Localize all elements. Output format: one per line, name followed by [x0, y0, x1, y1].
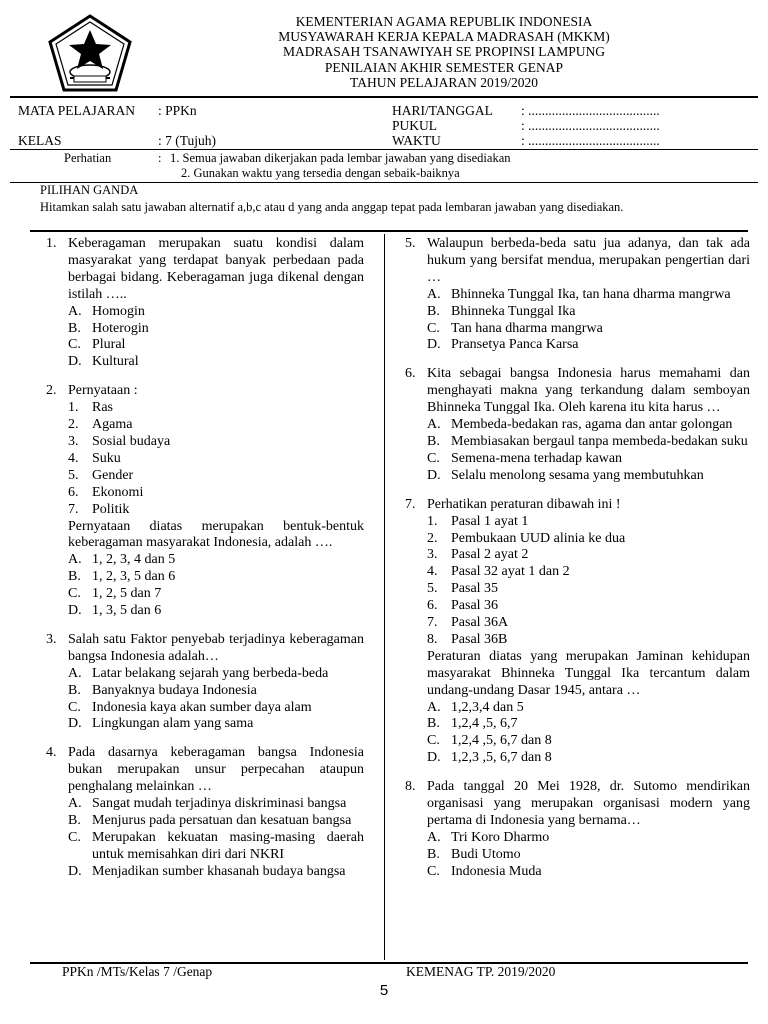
option-letter: D. — [427, 750, 441, 766]
option-letter: D. — [68, 354, 82, 370]
option-letter: B. — [68, 682, 81, 698]
right-column — [405, 236, 750, 881]
answer-option — [68, 666, 364, 683]
statement-item — [427, 615, 750, 632]
option-letter: D. — [68, 716, 82, 732]
option-text: Membeda-bedakan ras, agama dan antar golongan — [451, 417, 733, 433]
statement-number: 7. — [427, 615, 438, 631]
section-title: PILIHAN GANDA — [40, 183, 139, 197]
waktu-value: : ....................................... — [521, 133, 660, 148]
statement-item — [427, 564, 750, 581]
option-letter: A. — [427, 699, 441, 715]
question-text: Pada dasarnya keberagaman bangsa Indonesia bukan merupakan unsur perpecahan ataupun penghalang melainkan … — [68, 745, 364, 795]
column-divider — [384, 234, 385, 960]
question-number: 3. — [46, 631, 57, 647]
answer-option — [68, 354, 364, 371]
statement-number: 3. — [68, 433, 79, 449]
statement-item — [68, 400, 364, 417]
hari-label: HARI/TANGGAL — [392, 103, 493, 118]
option-text: 1, 2, 5 dan 7 — [92, 586, 162, 602]
statement-item — [427, 632, 750, 649]
option-text: Indonesia Muda — [451, 863, 542, 879]
question — [46, 745, 364, 880]
option-text: Banyaknya budaya Indonesia — [92, 682, 257, 698]
answer-option — [68, 586, 364, 603]
option-text: Tan hana dharma mangrwa — [451, 320, 603, 336]
option-letter: C. — [68, 586, 81, 602]
statement-text: Pasal 35 — [451, 581, 499, 597]
answer-option — [427, 847, 750, 864]
option-letter: A. — [68, 552, 82, 568]
question-number: 2. — [46, 383, 57, 399]
option-text: Lingkungan alam yang sama — [92, 716, 254, 732]
header-line: MUSYAWARAH KERJA KEPALA MADRASAH (MKKM) — [278, 29, 610, 45]
kelas-label: KELAS — [18, 133, 62, 148]
statement-number: 5. — [68, 467, 79, 483]
option-text: Membiasakan bergaul tanpa membeda-bedakan suku — [451, 433, 748, 449]
statement-number: 5. — [427, 581, 438, 597]
option-text: Sangat mudah terjadinya diskriminasi bangsa — [92, 796, 347, 812]
option-text: Indonesia kaya akan sumber daya alam — [92, 699, 312, 715]
option-text: Merupakan kekuatan masing-masing daerah untuk memisahkan diri dari NKRI — [92, 829, 364, 862]
statement-text: Pasal 36A — [451, 615, 509, 631]
answer-option — [427, 700, 750, 717]
statement-text: Suku — [92, 450, 121, 466]
statement-text: Pasal 32 ayat 1 dan 2 — [451, 564, 570, 580]
question-number: 8. — [405, 779, 416, 795]
option-letter: B. — [427, 846, 440, 862]
statement-text: Politik — [92, 501, 130, 517]
option-letter: C. — [427, 320, 440, 336]
option-letter: A. — [68, 796, 82, 812]
option-text: Hoterogin — [92, 320, 149, 336]
option-letter: A. — [427, 417, 441, 433]
hari-value: : ....................................... — [521, 103, 660, 118]
info-rule — [10, 149, 758, 150]
question-number: 4. — [46, 745, 57, 761]
answer-option — [427, 830, 750, 847]
option-letter: D. — [68, 863, 82, 879]
statement-item — [68, 485, 364, 502]
question — [46, 383, 364, 620]
statement-item — [427, 547, 750, 564]
perhatian-colon: : — [158, 151, 162, 165]
answer-option — [68, 321, 364, 338]
statement-item — [68, 417, 364, 434]
option-letter: C. — [427, 733, 440, 749]
option-text: Plural — [92, 337, 126, 353]
statement-number: 4. — [427, 564, 438, 580]
answer-option — [427, 716, 750, 733]
statement-item — [427, 581, 750, 598]
kelas-value: : 7 (Tujuh) — [158, 133, 217, 148]
header-line: MADRASAH TSANAWIYAH SE PROPINSI LAMPUNG — [283, 44, 605, 60]
statement-number: 1. — [427, 513, 438, 529]
header-rule — [10, 96, 758, 98]
pukul-label: PUKUL — [392, 118, 438, 133]
option-letter: C. — [427, 450, 440, 466]
perhatian-item: 1. Semua jawaban dikerjakan pada lembar jawaban yang disediakan — [170, 151, 511, 165]
option-letter: B. — [68, 813, 81, 828]
statement-number: 2. — [68, 417, 79, 433]
option-letter: B. — [68, 320, 81, 336]
statement-item — [68, 502, 364, 519]
question-number: 6. — [405, 366, 416, 382]
statement-text: Pasal 1 ayat 1 — [451, 513, 529, 529]
kemenag-logo-icon — [44, 12, 136, 96]
answer-option — [427, 864, 750, 881]
statement-item — [427, 531, 750, 548]
question-text: Walaupun berbeda-beda satu jua adanya, dan tak ada hukum yang bersifat mendua, merupakan pengertian dari … — [427, 236, 750, 285]
header-line: KEMENTERIAN AGAMA REPUBLIK INDONESIA — [295, 14, 593, 29]
answer-option — [68, 683, 364, 700]
question-text: Pada tanggal 20 Mei 1928, dr. Sutomo mendirikan organisasi yang merupakan organisasi modern yang pertama di Indonesia yang bernama… — [427, 779, 750, 828]
mapel-value: : PPKn — [158, 103, 197, 118]
answer-option — [68, 830, 364, 864]
statement-text: Gender — [92, 467, 134, 483]
statement-number: 6. — [427, 598, 438, 614]
statement-number: 7. — [68, 501, 79, 517]
statement-text: Pembukaan UUD alinia ke dua — [451, 530, 626, 546]
answer-option — [68, 304, 364, 321]
option-letter: C. — [68, 337, 81, 353]
question — [46, 632, 364, 733]
statement-number: 2. — [427, 530, 438, 546]
option-letter: B. — [427, 433, 440, 449]
option-letter: A. — [68, 665, 82, 681]
statement-text: Agama — [92, 417, 133, 433]
statement-item — [427, 598, 750, 615]
answer-option — [427, 337, 750, 354]
option-text: 1, 2, 3, 5 dan 6 — [92, 569, 176, 585]
answer-option — [68, 337, 364, 354]
option-letter: C. — [68, 829, 81, 845]
question — [46, 236, 364, 371]
footer-left: PPKn /MTs/Kelas 7 /Genap — [62, 964, 213, 979]
option-text: 1, 3, 5 dan 6 — [92, 603, 162, 619]
answer-option — [427, 733, 750, 750]
section-rule — [30, 230, 748, 232]
perhatian-label: Perhatian — [64, 151, 112, 165]
option-text: Kultural — [92, 354, 139, 370]
option-letter: D. — [427, 337, 441, 353]
statement-text: Ras — [92, 400, 113, 416]
option-letter: B. — [427, 716, 440, 732]
option-text: 1,2,4 ,5, 6,7 dan 8 — [451, 733, 552, 749]
answer-option — [68, 603, 364, 620]
statement-text: Pasal 2 ayat 2 — [451, 547, 529, 563]
header-line: PENILAIAN AKHIR SEMESTER GENAP — [324, 59, 564, 75]
page-number: 5 — [379, 982, 389, 999]
option-text: Bhinneka Tunggal Ika — [451, 303, 576, 319]
statement-number: 1. — [68, 400, 79, 416]
header-line: TAHUN PELAJARAN 2019/2020 — [350, 74, 538, 90]
option-text: Menjadikan sumber khasanah budaya bangsa — [92, 863, 346, 879]
question-text: Kita sebagai bangsa Indonesia harus memahami dan menghayati makna yang terkandung dalam semboyan Bhinneka Tunggal Ika. Oleh karena itu kita harus … — [427, 366, 750, 416]
question-followup: Peraturan diatas yang merupakan Jaminan kehidupan masyarakat Bhinneka Tunggal Ika tercantum dalam undang-undang Dasar 1945, antara … — [427, 648, 750, 698]
answer-option — [68, 700, 364, 717]
option-text: Latar belakang sejarah yang berbeda-beda — [92, 665, 329, 681]
option-text: Budi Utomo — [451, 846, 521, 862]
question — [405, 366, 750, 484]
answer-option — [68, 864, 364, 881]
option-text: 1,2,4 ,5, 6,7 — [451, 716, 518, 732]
statement-text: Ekonomi — [92, 484, 144, 500]
answer-option — [427, 417, 750, 434]
waktu-label: WAKTU — [392, 133, 441, 148]
statement-number: 3. — [427, 547, 438, 563]
question-number: 7. — [405, 496, 416, 512]
option-text: 1, 2, 3, 4 dan 5 — [92, 552, 176, 568]
perhatian-item: 2. Gunakan waktu yang tersedia dengan sebaik-baiknya — [181, 166, 460, 180]
option-letter: A. — [68, 303, 82, 319]
option-letter: B. — [68, 569, 81, 585]
statement-text: Pasal 36 — [451, 598, 499, 614]
left-column — [46, 236, 364, 881]
statement-item — [427, 514, 750, 531]
answer-option — [68, 813, 364, 830]
statement-item — [68, 468, 364, 485]
option-text: Selalu menolong sesama yang membutuhkan — [451, 467, 704, 483]
exam-header — [130, 14, 758, 90]
option-letter: A. — [427, 829, 441, 845]
question-text: Pernyataan : — [68, 383, 138, 399]
option-text: 1,2,3 ,5, 6,7 dan 8 — [451, 750, 552, 766]
question-number: 1. — [46, 236, 57, 251]
answer-option — [68, 716, 364, 733]
pukul-value: : ....................................... — [521, 118, 660, 133]
question-followup: Pernyataan diatas merupakan bentuk-bentuk keberagaman masyarakat Indonesia, adalah …. — [68, 518, 364, 551]
option-text: Menjurus pada persatuan dan kesatuan bangsa — [92, 813, 352, 828]
option-letter: D. — [68, 603, 82, 619]
statement-text: Pasal 36B — [451, 631, 508, 647]
option-letter: C. — [427, 863, 440, 879]
option-letter: C. — [68, 699, 81, 715]
answer-option — [427, 321, 750, 338]
question — [405, 779, 750, 880]
option-text: Bhinneka Tunggal Ika, tan hana dharma mangrwa — [451, 286, 731, 302]
footer-right: KEMENAG TP. 2019/2020 — [406, 964, 556, 979]
statement-text: Sosial budaya — [92, 433, 171, 449]
option-letter: A. — [427, 286, 441, 302]
option-text: Semena-mena terhadap kawan — [451, 450, 623, 466]
mapel-label: MATA PELAJARAN — [18, 103, 136, 118]
option-letter: D. — [427, 467, 441, 483]
statement-number: 8. — [427, 631, 438, 647]
answer-option — [427, 468, 750, 485]
statement-item — [68, 434, 364, 451]
answer-option — [427, 287, 750, 304]
option-letter: B. — [427, 303, 440, 319]
answer-option — [427, 434, 750, 451]
question — [405, 497, 750, 768]
section-instruction: Hitamkan salah satu jawaban alternatif a,b,c atau d yang anda anggap tepat pada lembaran jawaban yang disediakan. — [40, 200, 624, 214]
question-text: Salah satu Faktor penyebab terjadinya keberagaman bangsa Indonesia adalah… — [68, 631, 364, 664]
statement-item — [68, 451, 364, 468]
answer-option — [68, 552, 364, 569]
question-text: Keberagaman merupakan suatu kondisi dalam masyarakat yang terdapat banyak perbedaan pada berbagai bidang. Keberagaman juga dikenal dengan istilah ….. — [68, 236, 364, 302]
question — [405, 236, 750, 354]
statement-number: 4. — [68, 450, 79, 466]
answer-option — [68, 569, 364, 586]
answer-option — [427, 750, 750, 767]
question-text: Perhatikan peraturan dibawah ini ! — [427, 496, 621, 512]
option-text: Tri Koro Dharmo — [451, 829, 550, 845]
answer-option — [427, 304, 750, 321]
question-number: 5. — [405, 236, 416, 251]
option-text: Homogin — [92, 303, 145, 319]
answer-option — [427, 451, 750, 468]
option-text: 1,2,3,4 dan 5 — [451, 699, 524, 715]
option-text: Pransetya Panca Karsa — [451, 337, 579, 353]
statement-number: 6. — [68, 484, 79, 500]
answer-option — [68, 796, 364, 813]
